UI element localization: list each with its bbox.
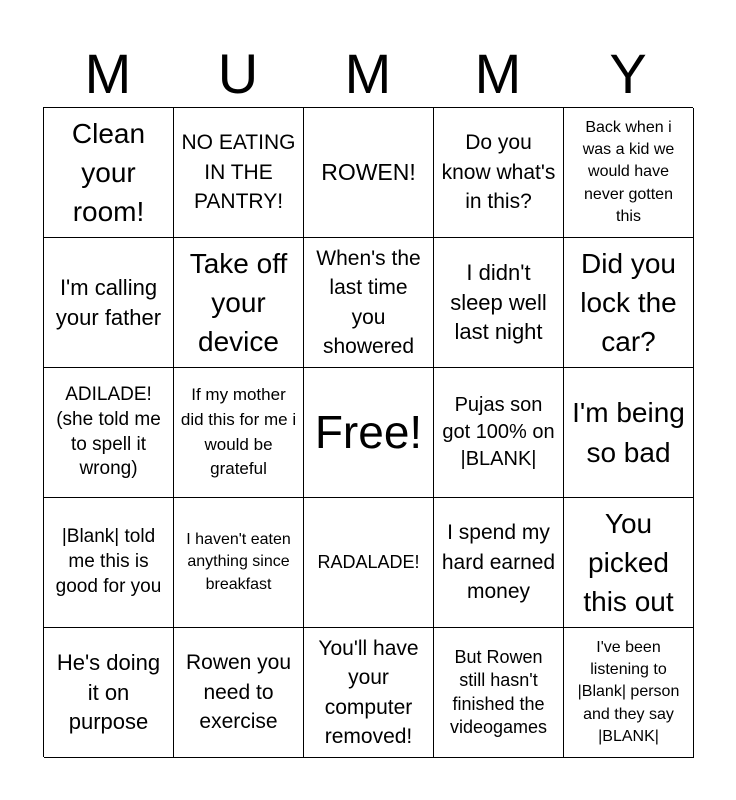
bingo-cell[interactable] (44, 628, 174, 758)
bingo-cell[interactable] (304, 628, 434, 758)
bingo-cell[interactable] (44, 368, 174, 498)
cell-text: I spend my hard earned money (441, 521, 556, 604)
bingo-cell[interactable] (174, 238, 304, 368)
bingo-cell[interactable] (174, 628, 304, 758)
cell-text: He's doing it on purpose (56, 649, 161, 735)
bingo-cell[interactable] (564, 238, 694, 368)
cell-text: Rowen you need to exercise (185, 651, 292, 734)
cell-text: Do you know what's in this? (441, 131, 556, 214)
bingo-cell[interactable] (304, 498, 434, 628)
bingo-cell[interactable] (44, 238, 174, 368)
cell-text: You picked this out (583, 507, 674, 618)
header-letter-m1: M (84, 42, 132, 105)
header-letter-m2: M (344, 42, 392, 105)
cell-text: I'm calling your father (55, 274, 162, 330)
bingo-cell[interactable] (564, 498, 694, 628)
cell-text: Did you lock the car? (580, 247, 677, 358)
bingo-cell[interactable] (44, 498, 174, 628)
cell-text: I've been listening to |Blank| person and they say |BLANK| (577, 638, 680, 746)
cell-text: ROWEN! (321, 158, 416, 185)
bingo-cell[interactable] (434, 628, 564, 758)
bingo-cell[interactable] (174, 108, 304, 238)
cell-text: Pujas son got 100% on |BLANK| (442, 394, 555, 470)
bingo-cell[interactable] (174, 498, 304, 628)
header-letter-y: Y (609, 42, 647, 105)
cell-text: Take off your device (189, 247, 288, 358)
cell-text: When's the last time you showered (316, 246, 421, 358)
bingo-cell[interactable] (564, 108, 694, 238)
bingo-header (43, 40, 693, 108)
cell-text: If my mother did this for me i would be grateful (180, 385, 297, 479)
bingo-cell[interactable] (304, 108, 434, 238)
bingo-cell[interactable] (434, 108, 564, 238)
cell-text: I haven't eaten anything since breakfast (186, 530, 291, 593)
free-space[interactable] (304, 368, 434, 498)
cell-text: I didn't sleep well last night (450, 259, 547, 345)
cell-text: NO EATING IN THE PANTRY! (181, 131, 296, 214)
free-space-text: Free! (314, 405, 423, 458)
bingo-cell[interactable] (434, 368, 564, 498)
bingo-cell[interactable] (434, 238, 564, 368)
bingo-cell[interactable] (564, 368, 694, 498)
cell-text: |Blank| told me this is good for you (55, 526, 162, 597)
bingo-cell[interactable] (44, 108, 174, 238)
cell-text: You'll have your computer removed! (318, 636, 419, 748)
cell-text: RADALADE! (317, 551, 420, 572)
bingo-board (43, 107, 693, 757)
cell-text: ADILADE! (she told me to spell it wrong) (56, 384, 161, 480)
bingo-cell[interactable] (564, 628, 694, 758)
header-letter-u: U (217, 42, 259, 105)
header-letter-m3: M (474, 42, 522, 105)
cell-text: But Rowen still hasn't finished the videogames (449, 646, 548, 737)
cell-text: Clean your room! (71, 117, 146, 228)
bingo-cell[interactable] (434, 498, 564, 628)
cell-text: I'm being so bad (572, 397, 685, 468)
bingo-cell[interactable] (174, 368, 304, 498)
cell-text: Back when i was a kid we would have never gotten this (582, 118, 675, 226)
bingo-cell[interactable] (304, 238, 434, 368)
